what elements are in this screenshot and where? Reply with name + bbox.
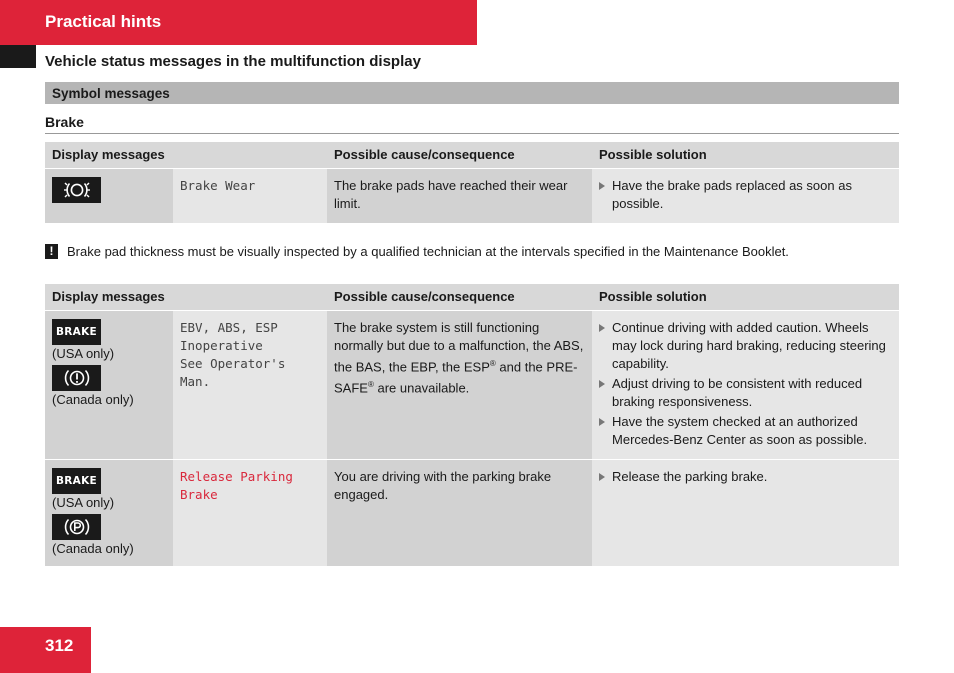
registered-mark: ® xyxy=(367,379,374,389)
table-row xyxy=(45,310,899,459)
solution-list xyxy=(599,177,892,213)
cause-cell xyxy=(327,310,592,459)
cause-text: and the PRE-SAFE xyxy=(334,358,578,396)
subsection-title: Brake xyxy=(45,114,84,130)
cause-text: are unavailable. xyxy=(373,380,470,396)
display-message-line: EBV, ABS, ESP xyxy=(180,319,278,335)
symbol-cell xyxy=(45,168,173,223)
display-message-line: Man. xyxy=(180,373,211,389)
table-row xyxy=(45,459,899,566)
solution-cell xyxy=(592,459,899,566)
cause-cell: You are driving with the parking brake engaged. xyxy=(327,459,592,566)
solution-cell xyxy=(592,168,899,223)
table-header-row xyxy=(45,142,899,168)
cause-cell: The brake pads have reached their wear limit. xyxy=(327,168,592,223)
solution-item: Have the brake pads replaced as soon as possible. xyxy=(599,177,892,213)
header-display-messages: Display messages xyxy=(45,284,327,310)
symbol-cell xyxy=(45,459,173,566)
warning-text: Brake pad thickness must be visually inspected by a qualified technician at the intervals specified in the Maintenance Booklet. xyxy=(67,244,789,259)
canada-only-note: (Canada only) xyxy=(52,391,134,407)
brake-warning-icon xyxy=(52,365,101,391)
registered-mark: ® xyxy=(489,358,496,368)
category-bar xyxy=(45,82,899,104)
parking-brake-icon xyxy=(52,514,101,540)
subsection-divider xyxy=(45,133,899,134)
solution-item: Continue driving with added caution. Wheels may lock during hard braking, reducing steering capability. xyxy=(599,319,892,373)
display-message-line: Brake xyxy=(180,486,218,502)
solution-item: Adjust driving to be consistent with reduced braking responsiveness. xyxy=(599,375,892,411)
header-display-messages: Display messages xyxy=(45,142,327,168)
chapter-title: Practical hints xyxy=(45,12,162,31)
display-message-line: Release Parking xyxy=(180,468,293,484)
display-message-line: Inoperative xyxy=(180,337,263,353)
header-possible-solution: Possible solution xyxy=(592,142,899,168)
category-bar-label: Symbol messages xyxy=(52,86,170,101)
section-title: Vehicle status messages in the multifunction display xyxy=(45,53,421,70)
table-header-row xyxy=(45,284,899,310)
header-possible-solution: Possible solution xyxy=(592,284,899,310)
cause-text: The brake system is still functioning normally but due to a malfunction, the ABS, the BAS, the EBP, the ESP xyxy=(334,319,584,374)
table-row xyxy=(45,168,899,223)
usa-only-note: (USA only) xyxy=(52,345,115,361)
display-message xyxy=(173,459,327,566)
solution-cell xyxy=(592,310,899,459)
canada-only-note: (Canada only) xyxy=(52,540,134,556)
solution-item: Have the system checked at an authorized Mercedes-Benz Center as soon as possible. xyxy=(599,413,892,449)
exclamation-icon: ! xyxy=(45,244,58,259)
brake-system-table xyxy=(45,284,899,567)
page-number-box xyxy=(0,627,91,673)
display-message: Brake Wear xyxy=(173,168,327,223)
brake-wear-table xyxy=(45,142,899,224)
header-possible-cause: Possible cause/consequence xyxy=(327,142,592,168)
usa-only-note: (USA only) xyxy=(52,494,115,510)
display-message-line: See Operator's xyxy=(180,355,286,371)
brake-icon-label: BRAKE xyxy=(55,325,98,338)
symbol-cell xyxy=(45,310,173,459)
brake-text-icon xyxy=(52,319,101,345)
brake-icon-label: BRAKE xyxy=(55,474,98,487)
solution-list xyxy=(599,468,892,486)
display-message xyxy=(173,310,327,459)
header-possible-cause: Possible cause/consequence xyxy=(327,284,592,310)
warning-note xyxy=(45,244,789,259)
solution-list xyxy=(599,319,892,449)
brake-wear-icon xyxy=(52,177,101,203)
brake-text-icon xyxy=(52,468,101,494)
section-marker xyxy=(0,45,36,68)
solution-item: Release the parking brake. xyxy=(599,468,892,486)
page-number: 312 xyxy=(45,636,74,655)
